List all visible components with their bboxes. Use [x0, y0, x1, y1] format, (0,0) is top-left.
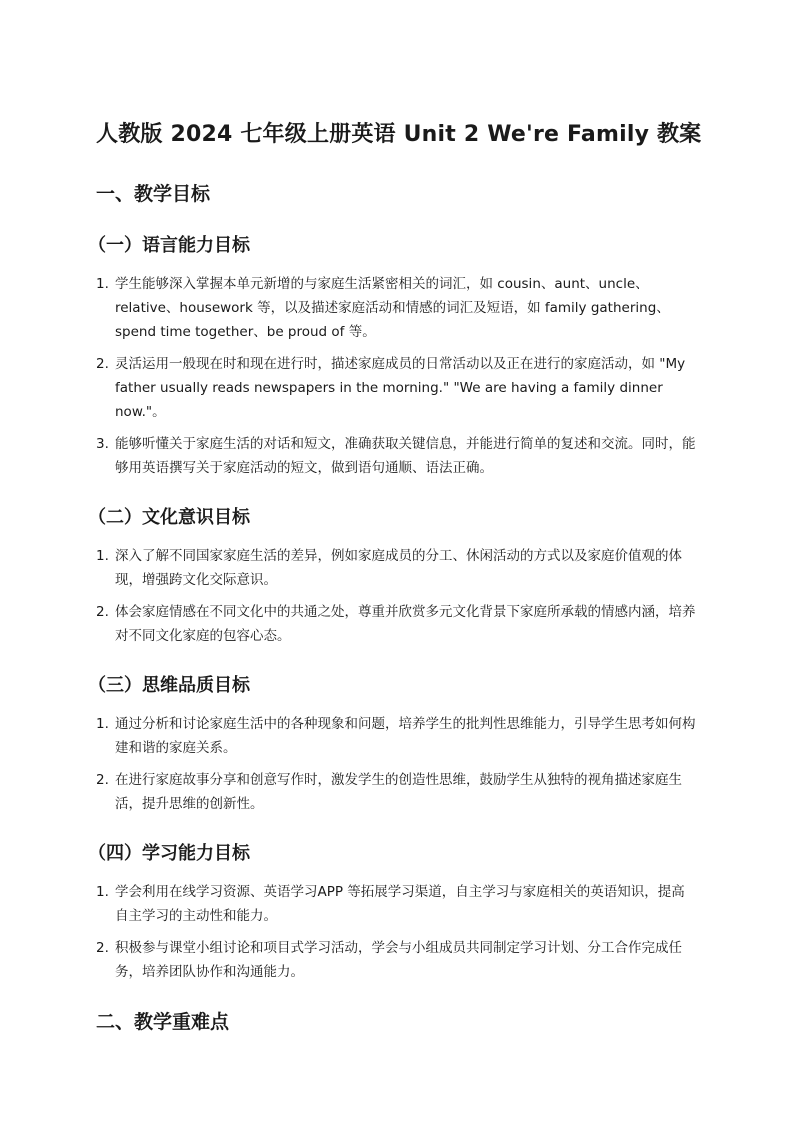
list-item [96, 352, 698, 424]
thinking-quality-list [96, 712, 698, 816]
list-item [96, 432, 698, 480]
list-item-number: 2. [96, 940, 109, 956]
section-heading-teaching-objectives: 一、教学目标 [96, 183, 211, 205]
list-item [96, 880, 698, 928]
list-item-number: 3. [96, 436, 109, 452]
list-item [96, 600, 698, 648]
subsection-heading-cultural-awareness: （二）文化意识目标 [88, 507, 250, 528]
list-item-text: 学会利用在线学习资源、英语学习APP 等拓展学习渠道，自主学习与家庭相关的英语知识，提高自主学习的主动性和能力。 [115, 884, 685, 924]
list-item [96, 272, 698, 344]
list-item [96, 712, 698, 760]
subsection-heading-learning-ability: （四）学习能力目标 [88, 843, 250, 864]
list-item-number: 2. [96, 604, 109, 620]
list-item-text: 灵活运用一般现在时和现在进行时，描述家庭成员的日常活动以及正在进行的家庭活动，如 "My father usually reads newspapers in the morning." "We are having a family dinner now."。 [115, 356, 686, 420]
list-item-number: 1. [96, 716, 109, 732]
list-item [96, 768, 698, 816]
list-item-text: 深入了解不同国家家庭生活的差异，例如家庭成员的分工、休闲活动的方式以及家庭价值观的体现，增强跨文化交际意识。 [115, 548, 682, 588]
list-item-text: 在进行家庭故事分享和创意写作时，激发学生的创造性思维，鼓励学生从独特的视角描述家庭生活，提升思维的创新性。 [115, 772, 682, 812]
learning-ability-list [96, 880, 698, 984]
list-item-text: 积极参与课堂小组讨论和项目式学习活动，学会与小组成员共同制定学习计划、分工合作完成任务，培养团队协作和沟通能力。 [115, 940, 682, 980]
document-title: 人教版 2024 七年级上册英语 Unit 2 We're Family 教案 [96, 122, 702, 147]
list-item-number: 1. [96, 884, 109, 900]
list-item-text: 体会家庭情感在不同文化中的共通之处，尊重并欣赏多元文化背景下家庭所承载的情感内涵，培养对不同文化家庭的包容心态。 [115, 604, 696, 644]
list-item-number: 2. [96, 772, 109, 788]
list-item-number: 2. [96, 356, 109, 372]
subsection-heading-thinking-quality: （三）思维品质目标 [88, 675, 250, 696]
cultural-awareness-list [96, 544, 698, 648]
section-heading-key-difficulties: 二、教学重难点 [96, 1011, 230, 1033]
list-item-number: 1. [96, 276, 109, 292]
subsection-heading-language-ability: （一）语言能力目标 [88, 235, 250, 256]
list-item-text: 通过分析和讨论家庭生活中的各种现象和问题，培养学生的批判性思维能力，引导学生思考如何构建和谐的家庭关系。 [115, 716, 696, 756]
list-item [96, 936, 698, 984]
language-ability-list [96, 272, 698, 480]
list-item-text: 学生能够深入掌握本单元新增的与家庭生活紧密相关的词汇，如 cousin、aunt、uncle、relative、housework 等，以及描述家庭活动和情感的词汇及短语，如 family gathering、spend time together、be proud of 等。 [115, 276, 670, 340]
list-item-text: 能够听懂关于家庭生活的对话和短文，准确获取关键信息，并能进行简单的复述和交流。同时，能够用英语撰写关于家庭活动的短文，做到语句通顺、语法正确。 [115, 436, 696, 476]
list-item-number: 1. [96, 548, 109, 564]
list-item [96, 544, 698, 592]
